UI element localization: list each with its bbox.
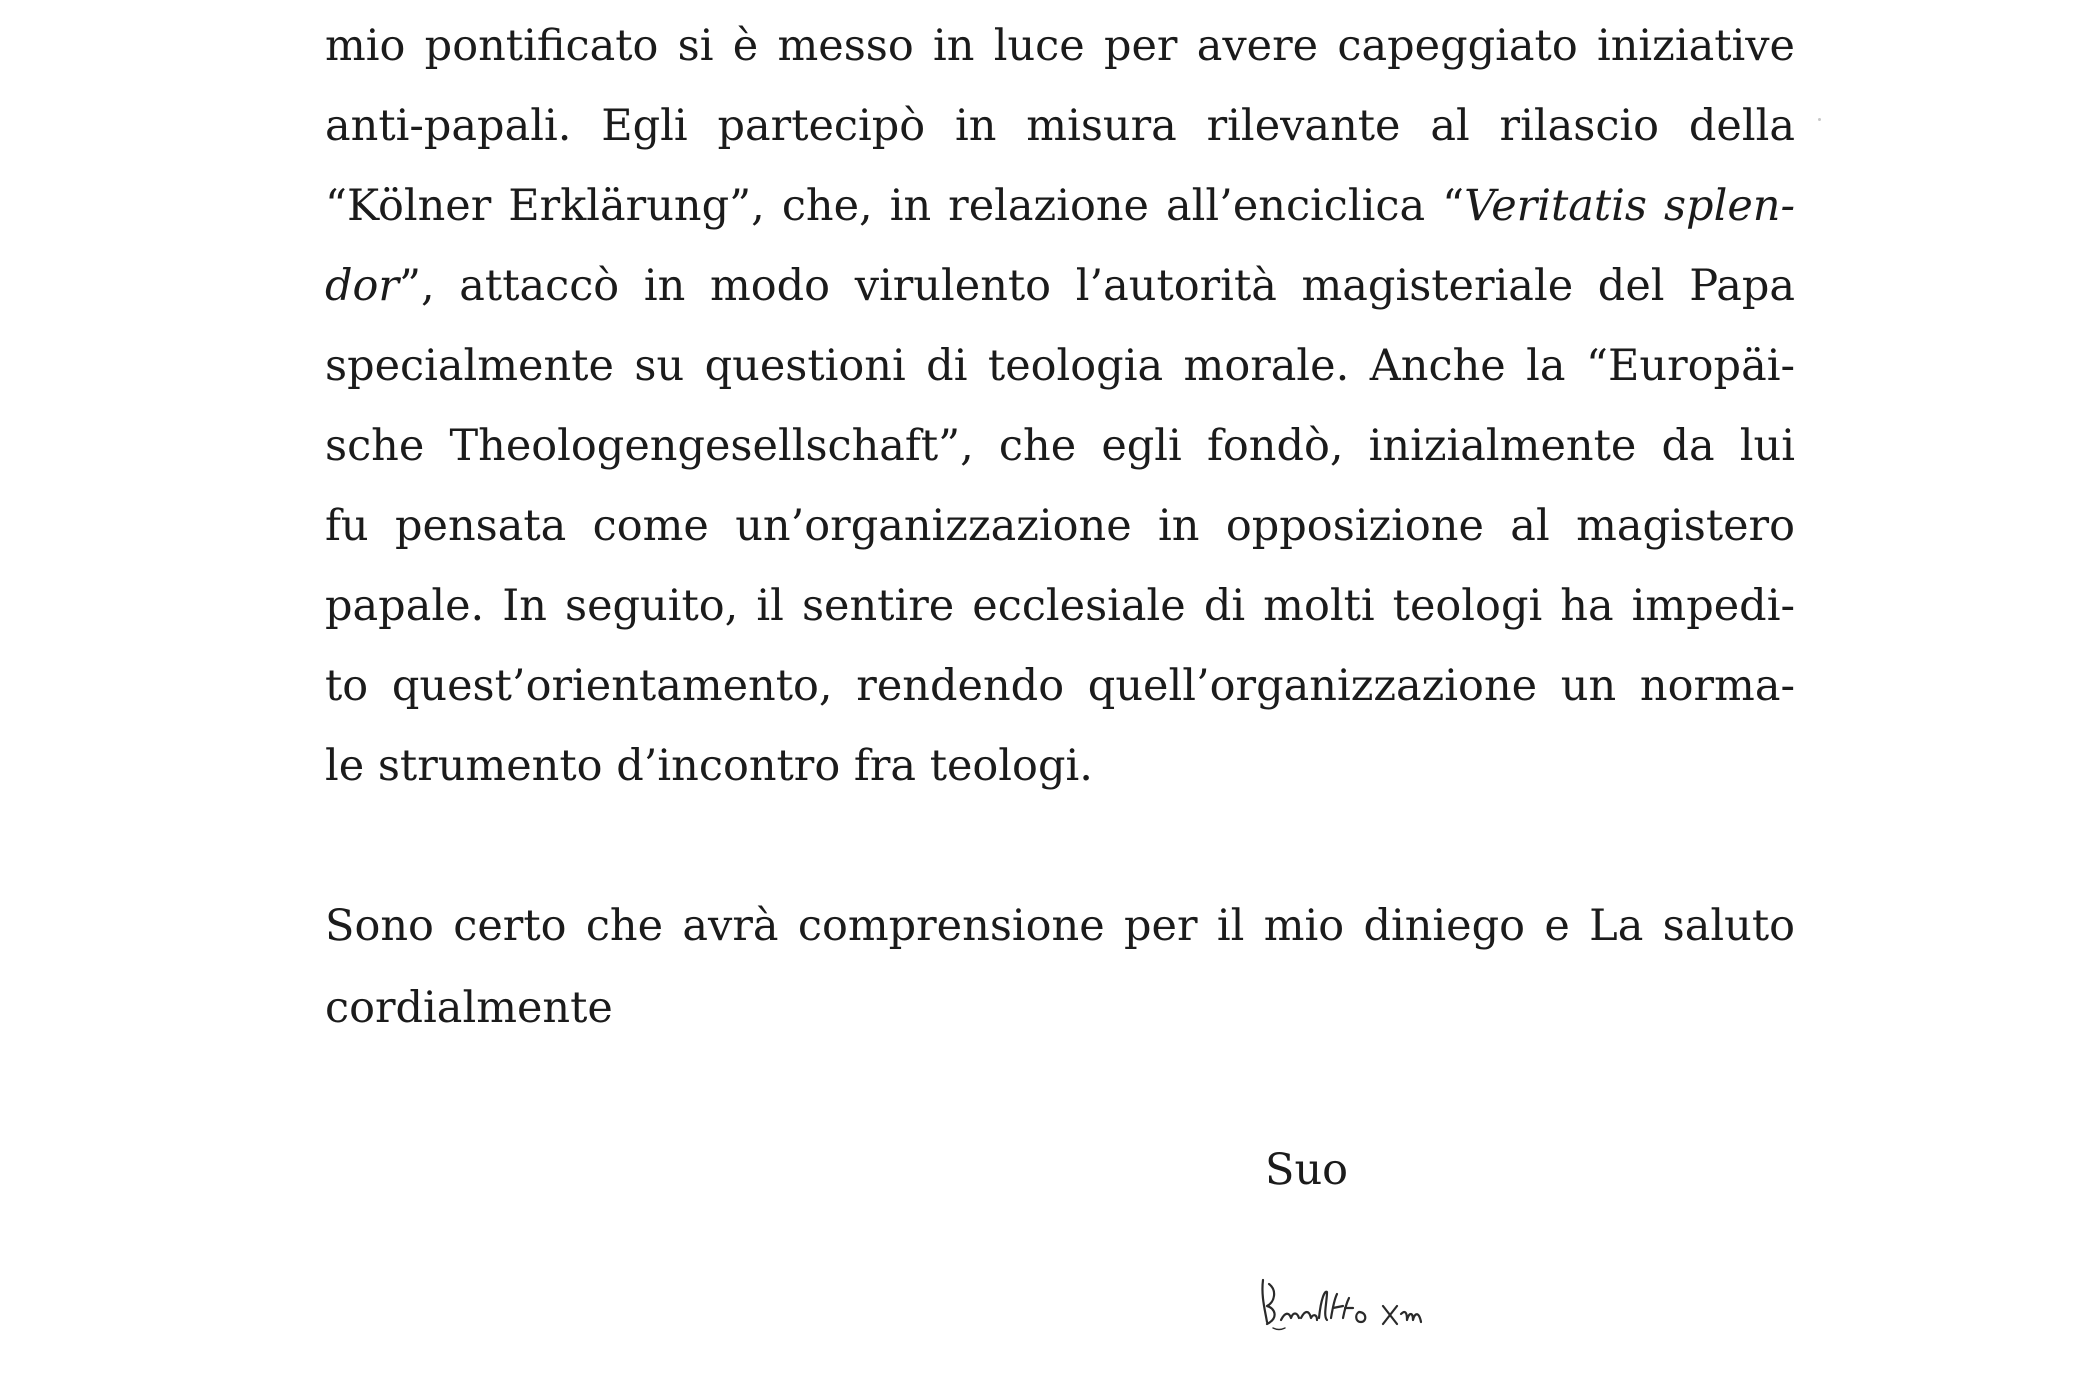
text-line: le strumento d’incontro fra teologi. <box>325 741 1093 791</box>
text-line: to quest’orientamento, rendendo quell’organizzazione un norma- <box>325 661 1795 711</box>
text-line <box>325 180 1795 232</box>
italic-title: dor <box>325 261 399 311</box>
text-line <box>325 260 1795 312</box>
text-segment: “Kölner Erklärung”, che, in relazione all’enciclica “ <box>325 181 1465 231</box>
text-line: papale. In seguito, il sentire ecclesiale di molti teologi ha impedi- <box>325 581 1795 631</box>
text-line: specialmente su questioni di teologia morale. Anche la “Europäi- <box>325 341 1795 391</box>
text-line: cordialmente <box>325 983 613 1033</box>
text-line: fu pensata come un’organizzazione in opposizione al magistero <box>325 501 1795 551</box>
text-segment: ”, attaccò in modo virulento l’autorità magisteriale del Papa <box>398 261 1795 311</box>
handwritten-signature <box>1255 1268 1475 1348</box>
closing-salutation: Suo <box>1265 1145 1349 1195</box>
text-line: mio pontificato si è messo in luce per avere capeggiato iniziative <box>325 21 1795 71</box>
scan-speck <box>1818 118 1821 121</box>
italic-title: Veritatis splen- <box>1464 181 1795 231</box>
text-line: sche Theologengesellschaft”, che egli fondò, inizialmente da lui <box>325 421 1795 471</box>
text-line: Sono certo che avrà comprensione per il mio diniego e La saluto <box>325 901 1795 951</box>
text-line: anti-papali. Egli partecipò in misura rilevante al rilascio della <box>325 101 1795 151</box>
